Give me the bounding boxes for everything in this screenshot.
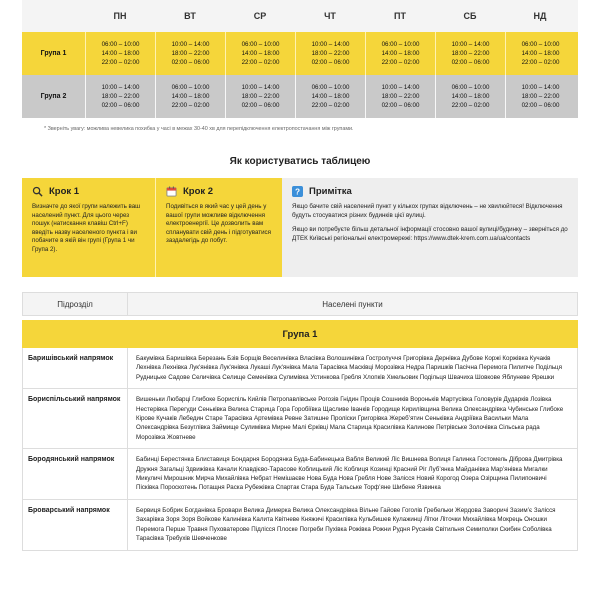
places-list: Бервиця Бобрик Богданівка Бровари Велика Димерка Велика Олександрівка Вільне Гайове Гоголів Гребельки Жердова Заворичі Зазимʼє Залісся Захарівка Зоря Зоря Войкове Калинівка Калита Квітневе Княжичі Красилівка Кульбишев Кулажинці Літки Літочки Михайлівка Мокрець Оношки Перемога Перше Травня Пуховатерове Підлісся Плоске Погреби Пухівка Рожівка Рожни Рудня Русанів Світильня Семиполки Скибин Соболівка Тарасівка Требухів Шевченкове bbox=[127, 500, 577, 550]
time-slot: 06:00 – 10:00 bbox=[521, 41, 560, 48]
time-slot: 02:00 – 06:00 bbox=[451, 59, 490, 66]
time-slot: 10:00 – 14:00 bbox=[381, 84, 420, 91]
time-slot: 22:00 – 02:00 bbox=[311, 102, 350, 109]
schedule-cell bbox=[435, 75, 505, 118]
day-header: ЧТ bbox=[324, 11, 336, 21]
schedule-cell bbox=[225, 75, 295, 118]
svg-text:?: ? bbox=[294, 187, 301, 197]
time-slot: 06:00 – 10:00 bbox=[101, 41, 140, 48]
time-slot: 02:00 – 06:00 bbox=[241, 102, 280, 109]
places-list: Бабинці Берестянка Блиставиця Бондарня Бородянка Буда-Бабинецька Вабля Великий Ліс Вишнева Волиця Галинка Гостомель Діброва Дмитрівка Дружня Загальці Здвижівка Качали Клавдієво-Тарасове Коблицький Ліс Коблиця Козинці Красний Ріг Лубʼянка Майданівка Марʼянівка Мигалки Микуличі Мирошник Мирча Михайлівка Небрат Немішаєве Нова Буда Нова Гребля Нове Залісся Новий Корогод Озера Озірщина Пилипонвичі Пісківка Пороскотень Потащня Раска Рубежівка Спартак Стара Буда Тальське Торфʼяне Шибене Язвинка bbox=[127, 449, 577, 499]
step1-panel bbox=[22, 178, 155, 277]
day-header: СР bbox=[253, 11, 267, 21]
schedule-header bbox=[22, 0, 578, 32]
schedule-cell bbox=[435, 32, 505, 75]
schedule-cell bbox=[225, 32, 295, 75]
time-slot: 14:00 – 18:00 bbox=[521, 50, 560, 57]
time-slot: 18:00 – 22:00 bbox=[521, 93, 560, 100]
settlements-body bbox=[22, 348, 578, 551]
time-slot: 14:00 – 18:00 bbox=[241, 50, 280, 57]
time-slot: 22:00 – 02:00 bbox=[381, 59, 420, 66]
group-title: Група 1 bbox=[22, 320, 578, 348]
time-slot: 06:00 – 10:00 bbox=[311, 84, 350, 91]
schedule-cell bbox=[85, 75, 155, 118]
calendar-icon bbox=[166, 186, 177, 197]
table-row bbox=[22, 449, 578, 500]
places-list: Вишеньки Любарці Глибоке Бориспіль Кийлів Петропавлівське Рогозів Гнідин Проців Сошників Вороньків Мартусівка Головурів Дударків Лозівка Нестерівка Перегуди Сеньківка Велика Старица Гора Горобіївка Щасливе Іванків Городище Кирилівщина Велика Олександрівка Чубинське Глибоке Кірове Кучаків Лебедин Старе Тарасівка Артемівка Ревне Затишне Проліски Григорівка Жеребʼятин Сеньківка Андріївка Васильки Мала Олександрівка Безуглівка Займище Сулимівка Мирне Малі Єрківці Мала Старица Красилівка Калинове Петрівське Золочівка Сільська рада Морозівка Жовтневе bbox=[127, 389, 577, 448]
time-slot: 10:00 – 14:00 bbox=[311, 41, 350, 48]
time-slot: 10:00 – 14:00 bbox=[171, 41, 210, 48]
schedule-body bbox=[22, 32, 578, 118]
schedule-cell bbox=[365, 75, 435, 118]
division-name: Бородянський напрямок bbox=[28, 456, 115, 464]
settlements-table bbox=[22, 292, 578, 551]
note-paragraph-2: Якщо ви потребуєте більш детальної інформації стосовно вашої вулиці/будинку – зверніться до ДТЕК Київські регіональні електромережі: https://www.dtek-krem.com.ua/ua/contacts bbox=[292, 226, 568, 242]
step2-title: Крок 2 bbox=[183, 186, 214, 197]
day-header: ВТ bbox=[184, 11, 196, 21]
time-slot: 18:00 – 22:00 bbox=[311, 50, 350, 57]
time-slot: 02:00 – 06:00 bbox=[381, 102, 420, 109]
time-slot: 02:00 – 06:00 bbox=[101, 102, 140, 109]
division-name: Баришівський напрямок bbox=[28, 355, 114, 362]
group-name: Група 1 bbox=[40, 50, 67, 57]
time-slot: 06:00 – 10:00 bbox=[381, 41, 420, 48]
time-slot: 22:00 – 02:00 bbox=[451, 102, 490, 109]
day-header: НД bbox=[533, 11, 547, 21]
time-slot: 10:00 – 14:00 bbox=[241, 84, 280, 91]
time-slot: 10:00 – 14:00 bbox=[521, 84, 560, 91]
schedule-footnote: * Зверніть увагу: можлива невелика похибка у часі в межах 30-40 хв для перепідключення електропостачання між групами. bbox=[44, 126, 354, 132]
time-slot: 22:00 – 02:00 bbox=[101, 59, 140, 66]
step1-text: Визначте до якої групи належить ваш населений пункт. Для цього через пошук (натискання клавіш Ctrl+F) введіть назву населеного пункта і ви побачите в якій він групі (Група 1 чи Група 2). bbox=[32, 203, 141, 253]
note-panel bbox=[282, 178, 578, 277]
table-row bbox=[22, 348, 578, 389]
time-slot: 06:00 – 10:00 bbox=[171, 84, 210, 91]
note-paragraph-1: Якщо бачите свій населений пункт у кількох групах відключень – не хвилюйтеся! Відключення будуть стосуватися різних будинків цієї вулиці. bbox=[292, 203, 563, 219]
day-header: ПН bbox=[113, 11, 127, 21]
step1-title: Крок 1 bbox=[49, 186, 80, 197]
division-name: Бориспільський напрямок bbox=[28, 396, 121, 404]
schedule-row bbox=[22, 75, 578, 118]
day-header: СБ bbox=[463, 11, 477, 21]
time-slot: 14:00 – 18:00 bbox=[311, 93, 350, 100]
table-row bbox=[22, 500, 578, 551]
division-name: Броварський напрямок bbox=[28, 506, 110, 514]
time-slot: 18:00 – 22:00 bbox=[381, 93, 420, 100]
schedule-corner bbox=[22, 0, 85, 32]
schedule-cell bbox=[505, 75, 575, 118]
question-icon bbox=[292, 186, 303, 197]
schedule-row bbox=[22, 32, 578, 75]
settlements-header bbox=[22, 292, 578, 316]
time-slot: 14:00 – 18:00 bbox=[101, 50, 140, 57]
time-slot: 22:00 – 02:00 bbox=[521, 59, 560, 66]
header-places: Населені пункти bbox=[127, 293, 577, 315]
step2-panel bbox=[155, 178, 282, 277]
group-name: Група 2 bbox=[40, 93, 67, 100]
howto-title: Як користуватись таблицею bbox=[229, 156, 371, 167]
time-slot: 02:00 – 06:00 bbox=[311, 59, 350, 66]
time-slot: 18:00 – 22:00 bbox=[101, 93, 140, 100]
time-slot: 22:00 – 02:00 bbox=[171, 102, 210, 109]
time-slot: 02:00 – 06:00 bbox=[171, 59, 210, 66]
table-row bbox=[22, 389, 578, 449]
time-slot: 06:00 – 10:00 bbox=[241, 41, 280, 48]
schedule-cell bbox=[155, 75, 225, 118]
schedule-cell bbox=[155, 32, 225, 75]
places-list: Бакумівка Баришівка Березань Бзів Борщів Веселинівка Власівка Волошинівка Гостролуччя Григорівка Дернівка Дубове Коржі Коржівка Кучаків Лехнівка Лехнівка Лук'янівка Лук'янівка Лукаші Лук'янівка Мала Тарасівка Масківці Морозівка Недра Паришків Пасічна Перемога Пилипче Подільця Рудницьке Садове Селичівка Селище Семенівка Сулимівка Устинкова Гребля Хлопків Хмельовик Подільця Швачиха Шовкове Яблуневе Ярешки bbox=[127, 348, 577, 388]
time-slot: 14:00 – 18:00 bbox=[451, 93, 490, 100]
time-slot: 10:00 – 14:00 bbox=[451, 41, 490, 48]
step2-text: Подивіться в який час у цей день у вашої групи можливе відключення електроенергії. Це дозволить вам спланувати свій день і підготуватися заздалегідь до побут. bbox=[166, 203, 271, 245]
time-slot: 22:00 – 02:00 bbox=[241, 59, 280, 66]
time-slot: 18:00 – 22:00 bbox=[241, 93, 280, 100]
schedule-cell bbox=[365, 32, 435, 75]
time-slot: 10:00 – 14:00 bbox=[101, 84, 140, 91]
schedule-cell bbox=[295, 32, 365, 75]
time-slot: 14:00 – 18:00 bbox=[381, 50, 420, 57]
time-slot: 18:00 – 22:00 bbox=[171, 50, 210, 57]
schedule-cell bbox=[295, 75, 365, 118]
schedule-cell bbox=[85, 32, 155, 75]
schedule-cell bbox=[505, 32, 575, 75]
day-header: ПТ bbox=[394, 11, 406, 21]
time-slot: 02:00 – 06:00 bbox=[521, 102, 560, 109]
schedule-table bbox=[22, 0, 578, 118]
header-division: Підрозділ bbox=[57, 299, 93, 309]
time-slot: 14:00 – 18:00 bbox=[171, 93, 210, 100]
time-slot: 06:00 – 10:00 bbox=[451, 84, 490, 91]
search-icon bbox=[32, 186, 43, 197]
note-title: Примітка bbox=[309, 186, 352, 197]
time-slot: 18:00 – 22:00 bbox=[451, 50, 490, 57]
